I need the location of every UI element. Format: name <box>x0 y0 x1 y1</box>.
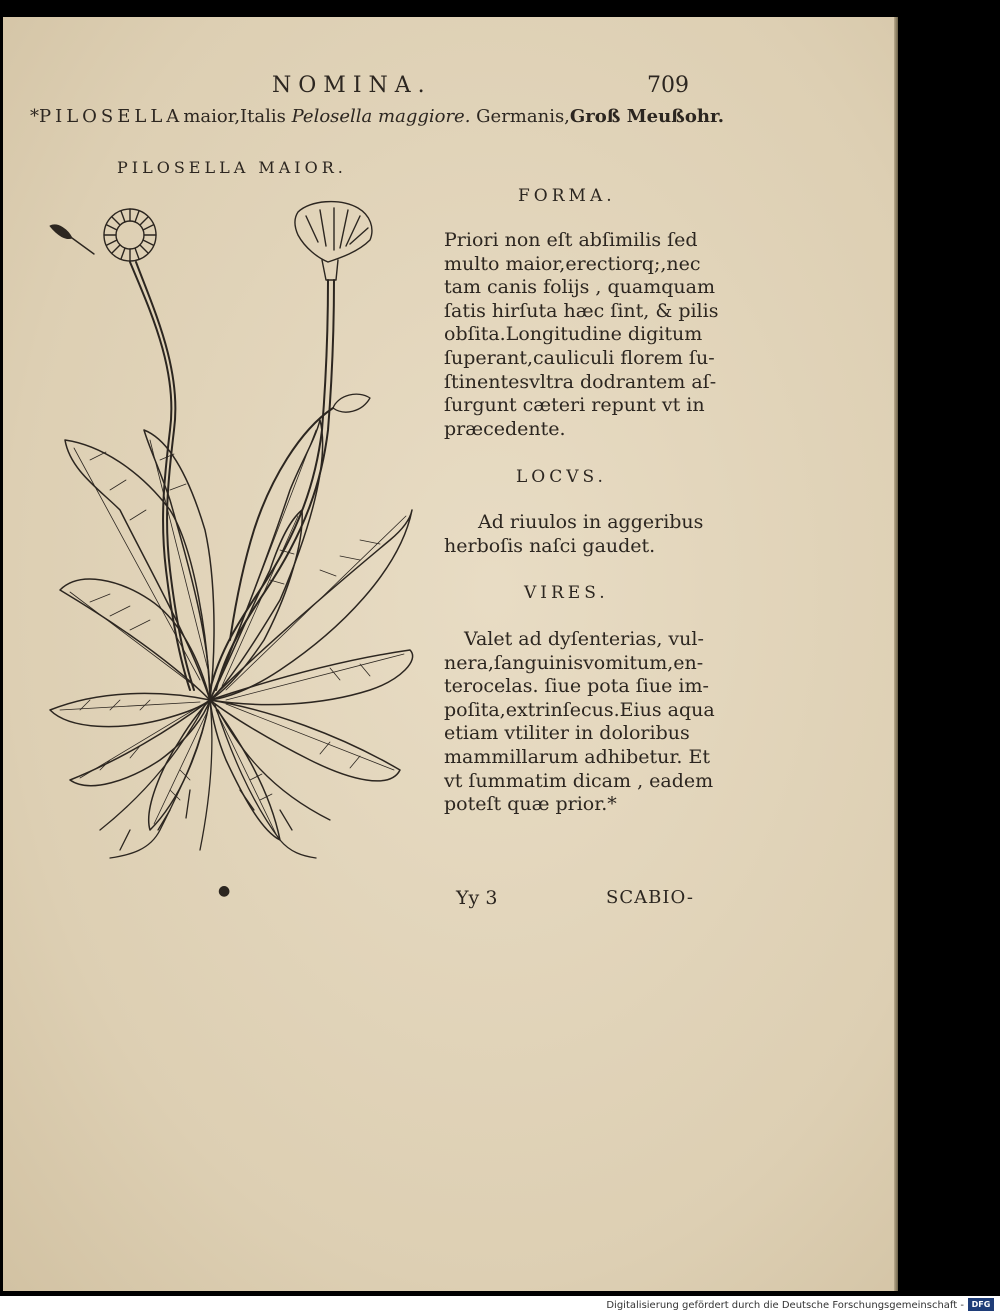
catchword: SCABIO- <box>606 887 694 908</box>
text-line: obſita.Longitudine digitum <box>444 323 703 346</box>
signature-mark: Yy 3 <box>456 887 498 909</box>
text-line: ſtinentesvltra dodrantem aſ- <box>444 370 717 393</box>
flower-head-right <box>295 202 372 280</box>
figure-caption: PILOSELLA MAIOR. <box>117 158 347 177</box>
page-edge <box>894 17 898 1291</box>
nomina-line <box>30 106 724 127</box>
text-line: poſita,extrinſecus.Eius aqua <box>444 698 715 721</box>
flower-bud <box>333 394 370 412</box>
flower-head-left <box>104 209 156 261</box>
text-line: terocelas. ſiue pota ſiue im- <box>444 675 709 698</box>
page-number: 709 <box>647 73 689 98</box>
plant-woodcut-illustration <box>40 190 430 870</box>
section-heading-vires: VIRES. <box>524 583 609 603</box>
section-text-forma <box>444 229 719 441</box>
text-line: præcedente. <box>444 417 566 440</box>
text-line: ſatis hirſuta hæc ſint, & pilis <box>444 299 719 322</box>
italian-name: Pelosella maggiore. <box>291 106 471 127</box>
text-line: tam canis folijs , quamquam <box>444 276 715 299</box>
section-heading-forma: FORMA. <box>518 186 616 206</box>
small-leaf <box>50 225 72 239</box>
section-text-vires <box>444 628 715 817</box>
text-line: multo maior,erectiorq;,nec <box>444 252 701 275</box>
text-line: Valet ad dyſenterias, vul- <box>464 628 704 650</box>
dfg-logo-icon: DFG <box>968 1298 994 1311</box>
digitization-credit: Digitalisierung gefördert durch die Deutsche Forschungsgemeinschaft - <box>606 1300 964 1311</box>
nomina-text-2: Germanis, <box>470 106 570 127</box>
section-text-locus <box>444 511 704 558</box>
section-heading-locus: LOCVS. <box>516 467 607 487</box>
text-line: vt ſummatim dicam , eadem <box>444 769 714 792</box>
text-line: ſurgunt cæteri repunt vt in <box>444 394 705 417</box>
text-line: ſuperant,cauliculi florem ſu- <box>444 346 715 369</box>
nomina-text-1: maior,Italis <box>183 106 292 127</box>
german-name: Groß Meußohr. <box>569 106 725 127</box>
text-line: poteſt quæ prior.* <box>444 793 617 816</box>
nomina-name: PILOSELLA <box>39 106 184 127</box>
text-line: Priori non eſt abſimilis ſed <box>444 229 698 251</box>
text-line: herboſis naſci gaudet. <box>444 534 656 557</box>
running-header-title: NOMINA. <box>272 73 432 98</box>
text-line: nera,ſanguinisvomitum,en- <box>444 651 704 674</box>
nomina-asterisk: * <box>30 106 39 127</box>
text-line: mammillarum adhibetur. Et <box>444 745 710 768</box>
text-line: etiam vtiliter in doloribus <box>444 722 690 745</box>
bullet-mark: ● <box>218 883 231 899</box>
text-line: Ad riuulos in aggeribus <box>478 511 704 533</box>
